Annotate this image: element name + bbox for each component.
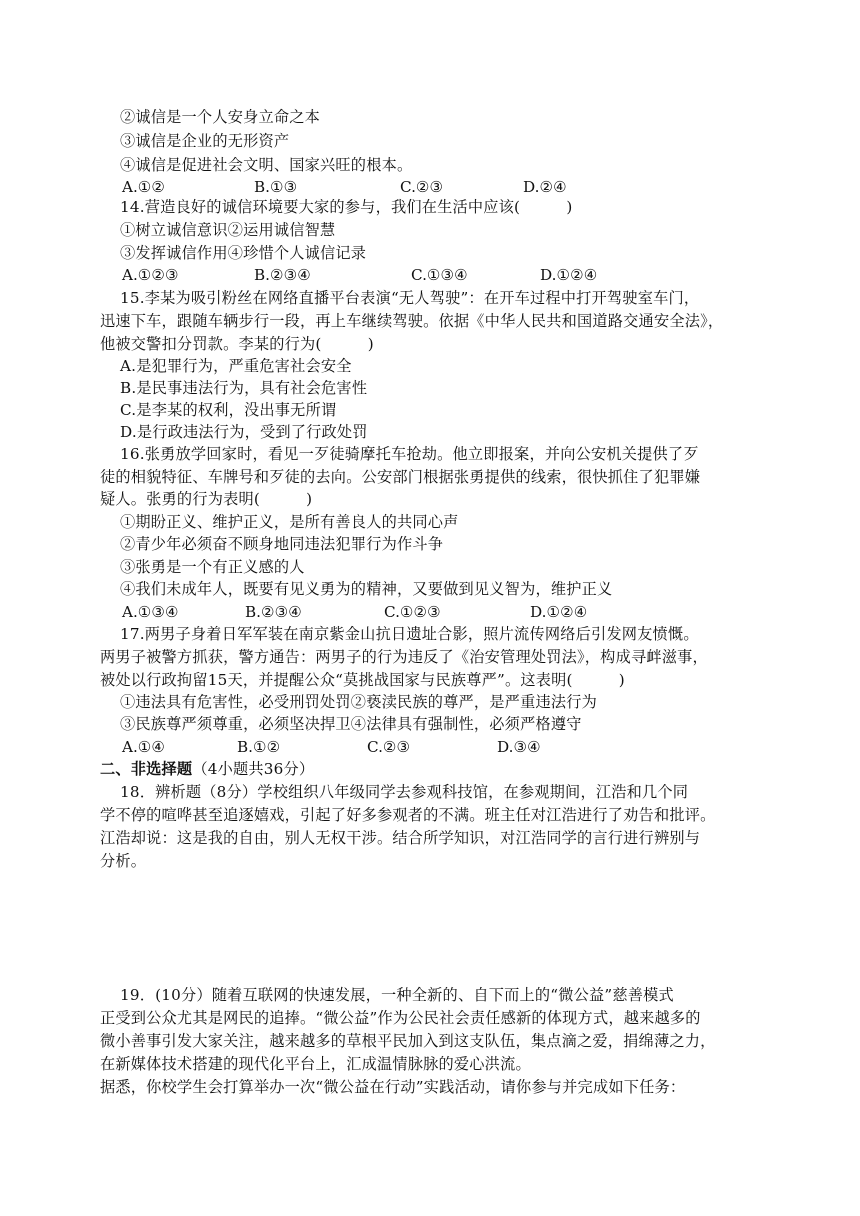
q15-stem-line-1: 15.李某为吸引粉丝在网络直播平台表演“无人驾驶”：在开车过程中打开驾驶室车门， [120, 289, 700, 307]
q16-item-3: ③张勇是一个有正义感的人 [120, 558, 305, 576]
q16-item-1: ①期盼正义、维护正义，是所有善良人的共同心声 [120, 513, 459, 531]
q16-option-b: B.②③④ [245, 603, 302, 621]
q15-option-b: B.是民事违法行为，具有社会危害性 [120, 379, 368, 397]
q18-line-2: 学不停的喧哗甚至追逐嬉戏，引起了好多参观者的不满。班主任对江浩进行了劝告和批评。 [100, 806, 716, 824]
q13-option-b: B.①③ [254, 178, 298, 196]
q13-item-3: ③诚信是企业的无形资产 [120, 132, 290, 150]
q18-line-1: 18．辨析题（8分）学校组织八年级同学去参观科技馆，在参观期间，江浩和几个同 [120, 783, 689, 801]
q17-option-b: B.①② [237, 738, 281, 756]
q13-item-2: ②诚信是一个人安身立命之本 [120, 108, 321, 126]
section-heading [100, 758, 314, 780]
section-heading-note: （4小题共36分） [192, 760, 315, 778]
q17-item-1: ①违法具有危害性，必受刑罚处罚②亵渎民族的尊严，是严重违法行为 [120, 693, 598, 711]
q13-item-4: ④诚信是促进社会文明、国家兴旺的根本。 [120, 156, 413, 174]
q13-option-c: C.②③ [400, 178, 444, 196]
q19-line-3: 微小善事引发大家关注，越来越多的草根平民加入到这支队伍，集点滴之爱，捐绵薄之力， [100, 1032, 716, 1050]
q18-line-3: 江浩却说：这是我的自由，别人无权干涉。结合所学知识，对江浩同学的言行进行辨别与 [100, 829, 701, 847]
q17-stem-line-2: 两男子被警方抓获，警方通告：两男子的行为违反了《治安管理处罚法》，构成寻衅滋事， [100, 648, 708, 666]
q16-option-d: D.①②④ [530, 603, 588, 621]
q17-option-d: D.③④ [497, 738, 541, 756]
q13-option-d: D.②④ [523, 178, 567, 196]
q16-stem-line-1: 16.张勇放学回家时，看见一歹徒骑摩托车抢劫。他立即报案，并向公安机关提供了歹 [120, 445, 699, 463]
q14-stem: 14.营造良好的诚信环境要大家的参与，我们在生活中应该( ) [120, 198, 573, 216]
q15-option-d: D.是行政违法行为，受到了行政处罚 [120, 423, 368, 441]
q14-option-b: B.②③④ [254, 266, 311, 284]
section-heading-title: 二、非选择题 [100, 760, 193, 778]
q16-item-2: ②青少年必须奋不顾身地同违法犯罪行为作斗争 [120, 535, 444, 553]
q14-option-c: C.①③④ [411, 266, 468, 284]
q13-option-a: A.①② [122, 178, 166, 196]
q14-item-1: ①树立诚信意识②运用诚信智慧 [120, 221, 336, 239]
q14-item-2: ③发挥诚信作用④珍惜个人诚信记录 [120, 244, 367, 262]
q18-line-4: 分析。 [100, 852, 147, 870]
q14-option-a: A.①②③ [122, 266, 179, 284]
q15-option-a: A.是犯罪行为，严重危害社会安全 [120, 357, 352, 375]
q17-option-c: C.②③ [367, 738, 411, 756]
q15-stem-line-3: 他被交警扣分罚款。李某的行为( ) [100, 335, 374, 353]
q17-stem-line-3: 被处以行政拘留15天，并提醒公众“莫挑战国家与民族尊严”。这表明( ) [100, 671, 625, 689]
q16-stem-line-3: 疑人。张勇的行为表明( ) [100, 490, 313, 508]
q15-stem-line-2: 迅速下车，跟随车辆步行一段，再上车继续驾驶。依据《中华人民共和国道路交通安全法》， [100, 312, 724, 330]
q17-option-a: A.①④ [122, 738, 166, 756]
q19-line-1: 19．(10分）随着互联网的快速发展，一种全新的、自下而上的“微公益”慈善模式 [120, 986, 674, 1004]
q16-option-a: A.①③④ [122, 603, 179, 621]
q16-option-c: C.①②③ [384, 603, 441, 621]
q15-option-c: C.是李某的权利，没出事无所谓 [120, 401, 337, 419]
q17-item-2: ③民族尊严须尊重，必须坚决捍卫④法律具有强制性，必须严格遵守 [120, 715, 582, 733]
q19-line-4: 在新媒体技术搭建的现代化平台上，汇成温情脉脉的爱心洪流。 [100, 1055, 531, 1073]
q17-stem-line-1: 17.两男子身着日军军装在南京紫金山抗日遗址合影，照片流传网络后引发网友愤慨。 [120, 625, 699, 643]
q16-item-4: ④我们未成年人，既要有见义勇为的精神，又要做到见义智为，维护正义 [120, 580, 613, 598]
q19-line-2: 正受到公众尤其是网民的追捧。“微公益”作为公民社会责任感新的体现方式，越来越多的 [100, 1009, 701, 1027]
q16-stem-line-2: 徒的相貌特征、车牌号和歹徒的去向。公安部门根据张勇提供的线索，很快抓住了犯罪嫌 [100, 468, 701, 486]
q19-line-5: 据悉，你校学生会打算举办一次“微公益在行动”实践活动，请你参与并完成如下任务： [100, 1078, 686, 1096]
q14-option-d: D.①②④ [540, 266, 598, 284]
